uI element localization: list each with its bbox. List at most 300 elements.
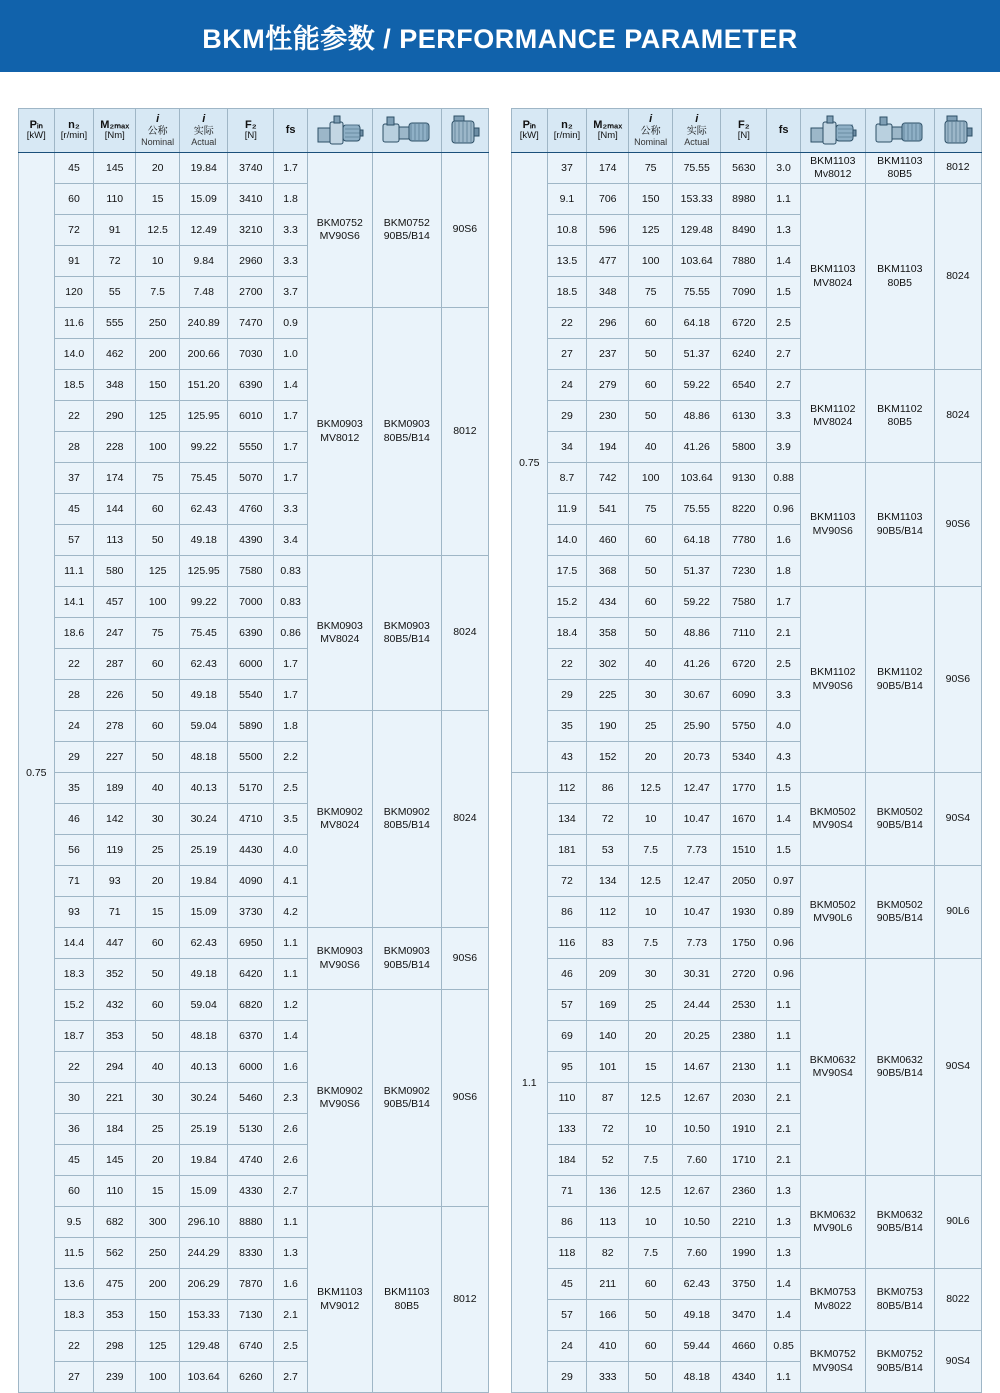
cell-f2: 6390 (228, 618, 274, 649)
cell-m2max: 113 (587, 1207, 629, 1238)
cell-i-actual: 48.18 (180, 742, 228, 773)
cell-fs: 1.5 (767, 773, 800, 804)
cell-n2: 14.0 (547, 525, 587, 556)
cell-gearmotor-model: BKM0502 MV90L6 (800, 866, 865, 959)
cell-m2max: 287 (94, 649, 136, 680)
cell-f2: 7580 (721, 587, 767, 618)
cell-i-nominal: 50 (629, 556, 673, 587)
cell-fs: 2.1 (767, 1114, 800, 1145)
cell-i-actual: 19.84 (180, 153, 228, 184)
cell-f2: 6000 (228, 1052, 274, 1083)
cell-i-nominal: 10 (136, 246, 180, 277)
cell-i-nominal: 20 (629, 742, 673, 773)
cell-m2max: 52 (587, 1145, 629, 1176)
cell-f2: 8330 (228, 1238, 274, 1269)
cell-i-actual: 129.48 (673, 215, 721, 246)
cell-fs: 0.89 (767, 897, 800, 928)
cell-fs: 2.5 (767, 308, 800, 339)
cell-n2: 11.1 (54, 556, 94, 587)
cell-gearmotor-model: BKM0902 MV90S6 (307, 990, 372, 1207)
cell-f2: 2050 (721, 866, 767, 897)
cell-m2max: 221 (94, 1083, 136, 1114)
cell-i-nominal: 12.5 (629, 866, 673, 897)
cell-i-nominal: 30 (629, 959, 673, 990)
cell-i-nominal: 50 (629, 339, 673, 370)
cell-n2: 30 (54, 1083, 94, 1114)
cell-i-actual: 59.44 (673, 1331, 721, 1362)
cell-i-nominal: 150 (136, 370, 180, 401)
cell-m2max: 298 (94, 1331, 136, 1362)
cell-m2max: 706 (587, 184, 629, 215)
cell-fs: 1.4 (767, 246, 800, 277)
cell-motor-frame: 90S6 (441, 928, 488, 990)
cell-f2: 4390 (228, 525, 274, 556)
cell-n2: 45 (547, 1269, 587, 1300)
cell-f2: 7470 (228, 308, 274, 339)
cell-f2: 1770 (721, 773, 767, 804)
cell-m2max: 239 (94, 1362, 136, 1393)
cell-m2max: 145 (94, 153, 136, 184)
cell-fs: 1.1 (767, 1362, 800, 1393)
cell-i-actual: 7.60 (673, 1145, 721, 1176)
cell-fs: 2.7 (274, 1176, 307, 1207)
cell-m2max: 71 (94, 897, 136, 928)
cell-m2max: 477 (587, 246, 629, 277)
left-table-wrapper (18, 108, 489, 1393)
cell-n2: 24 (54, 711, 94, 742)
cell-f2: 8220 (721, 494, 767, 525)
cell-f2: 7880 (721, 246, 767, 277)
cell-n2: 57 (547, 990, 587, 1021)
cell-m2max: 209 (587, 959, 629, 990)
cell-n2: 14.0 (54, 339, 94, 370)
performance-table-right (511, 108, 982, 1393)
cell-i-nominal: 40 (136, 773, 180, 804)
cell-f2: 2130 (721, 1052, 767, 1083)
right-table-wrapper (511, 108, 982, 1393)
cell-fs: 1.6 (767, 525, 800, 556)
cell-i-actual: 19.84 (180, 866, 228, 897)
cell-m2max: 682 (94, 1207, 136, 1238)
cell-f2: 5800 (721, 432, 767, 463)
cell-i-nominal: 20 (629, 1021, 673, 1052)
header-n2: n₂ [r/min] (547, 109, 587, 153)
cell-fs: 3.3 (274, 246, 307, 277)
cell-fs: 3.0 (767, 153, 800, 184)
cell-i-actual: 15.09 (180, 897, 228, 928)
cell-f2: 3470 (721, 1300, 767, 1331)
cell-i-actual: 59.04 (180, 711, 228, 742)
cell-fs: 1.7 (274, 463, 307, 494)
cell-i-nominal: 30 (629, 680, 673, 711)
cell-i-actual: 24.44 (673, 990, 721, 1021)
cell-i-actual: 151.20 (180, 370, 228, 401)
cell-m2max: 247 (94, 618, 136, 649)
cell-i-actual: 75.45 (180, 463, 228, 494)
cell-i-actual: 62.43 (180, 494, 228, 525)
cell-n2: 22 (54, 649, 94, 680)
cell-fs: 1.3 (767, 1207, 800, 1238)
cell-n2: 29 (547, 680, 587, 711)
cell-i-actual: 125.95 (180, 401, 228, 432)
cell-i-nominal: 25 (136, 1114, 180, 1145)
cell-i-nominal: 25 (629, 711, 673, 742)
cell-i-actual: 25.19 (180, 1114, 228, 1145)
cell-n2: 18.5 (547, 277, 587, 308)
cell-n2: 13.6 (54, 1269, 94, 1300)
cell-reducer-model: BKM0752 90B5/B14 (865, 1331, 934, 1393)
header-f2: F₂ [N] (228, 109, 274, 153)
cell-n2: 9.5 (54, 1207, 94, 1238)
cell-i-nominal: 250 (136, 308, 180, 339)
tables-container (18, 108, 982, 1393)
cell-i-nominal: 7.5 (629, 928, 673, 959)
gearmotor-icon (800, 109, 865, 153)
cell-i-nominal: 10 (629, 804, 673, 835)
cell-i-actual: 62.43 (180, 649, 228, 680)
table-row (512, 463, 982, 494)
cell-f2: 2380 (721, 1021, 767, 1052)
cell-m2max: 93 (94, 866, 136, 897)
cell-f2: 2960 (228, 246, 274, 277)
cell-fs: 1.1 (274, 1207, 307, 1238)
cell-n2: 181 (547, 835, 587, 866)
cell-f2: 2700 (228, 277, 274, 308)
cell-m2max: 53 (587, 835, 629, 866)
cell-motor-frame: 8024 (934, 370, 981, 463)
cell-i-actual: 48.86 (673, 401, 721, 432)
cell-gearmotor-model: BKM1103 Mv8012 (800, 153, 865, 184)
cell-f2: 4710 (228, 804, 274, 835)
cell-f2: 6390 (228, 370, 274, 401)
cell-i-nominal: 60 (136, 711, 180, 742)
cell-m2max: 194 (587, 432, 629, 463)
cell-gearmotor-model: BKM0752 MV90S6 (307, 153, 372, 308)
cell-motor-frame: 90S6 (441, 990, 488, 1207)
cell-fs: 1.7 (274, 401, 307, 432)
cell-n2: 46 (54, 804, 94, 835)
cell-i-nominal: 75 (629, 277, 673, 308)
cell-i-actual: 41.26 (673, 649, 721, 680)
cell-i-actual: 75.55 (673, 494, 721, 525)
cell-f2: 1510 (721, 835, 767, 866)
cell-f2: 6130 (721, 401, 767, 432)
header-p-in: Pᵢₙ [kW] (19, 109, 55, 153)
cell-i-nominal: 10 (629, 897, 673, 928)
cell-i-actual: 10.47 (673, 804, 721, 835)
table-row (512, 184, 982, 215)
cell-i-actual: 15.09 (180, 1176, 228, 1207)
cell-i-actual: 103.64 (673, 246, 721, 277)
cell-f2: 4760 (228, 494, 274, 525)
cell-fs: 0.9 (274, 308, 307, 339)
cell-m2max: 462 (94, 339, 136, 370)
table-row (19, 1207, 489, 1238)
cell-fs: 1.1 (767, 990, 800, 1021)
cell-n2: 15.2 (54, 990, 94, 1021)
cell-motor-frame: 90L6 (934, 1176, 981, 1269)
cell-m2max: 358 (587, 618, 629, 649)
cell-f2: 2210 (721, 1207, 767, 1238)
cell-i-nominal: 75 (629, 494, 673, 525)
cell-fs: 1.4 (767, 1269, 800, 1300)
cell-i-actual: 75.55 (673, 277, 721, 308)
cell-gearmotor-model: BKM0632 MV90S4 (800, 959, 865, 1176)
header-m2max: M₂ₘₐₓ [Nm] (94, 109, 136, 153)
cell-f2: 5170 (228, 773, 274, 804)
cell-i-nominal: 60 (629, 525, 673, 556)
cell-reducer-model: BKM1102 90B5/B14 (865, 587, 934, 773)
cell-i-actual: 20.25 (673, 1021, 721, 1052)
cell-m2max: 333 (587, 1362, 629, 1393)
cell-m2max: 348 (587, 277, 629, 308)
cell-n2: 112 (547, 773, 587, 804)
cell-n2: 134 (547, 804, 587, 835)
cell-i-nominal: 60 (136, 494, 180, 525)
cell-reducer-model: BKM0632 90B5/B14 (865, 1176, 934, 1269)
cell-power-input: 0.75 (19, 153, 55, 1393)
cell-i-nominal: 125 (136, 401, 180, 432)
cell-n2: 57 (54, 525, 94, 556)
cell-m2max: 227 (94, 742, 136, 773)
cell-reducer-model: BKM0632 90B5/B14 (865, 959, 934, 1176)
cell-i-nominal: 50 (629, 1362, 673, 1393)
cell-fs: 1.1 (767, 1021, 800, 1052)
cell-motor-frame: 8012 (934, 153, 981, 184)
cell-fs: 2.7 (767, 370, 800, 401)
cell-m2max: 348 (94, 370, 136, 401)
cell-m2max: 460 (587, 525, 629, 556)
cell-i-nominal: 7.5 (629, 1238, 673, 1269)
table-row (512, 866, 982, 897)
cell-i-nominal: 40 (629, 432, 673, 463)
cell-i-nominal: 50 (136, 742, 180, 773)
cell-m2max: 447 (94, 928, 136, 959)
cell-f2: 7870 (228, 1269, 274, 1300)
cell-i-nominal: 60 (136, 928, 180, 959)
cell-i-nominal: 12.5 (629, 773, 673, 804)
cell-n2: 27 (54, 1362, 94, 1393)
cell-m2max: 580 (94, 556, 136, 587)
cell-i-actual: 49.18 (180, 525, 228, 556)
cell-gearmotor-model: BKM0752 MV90S4 (800, 1331, 865, 1393)
cell-reducer-model: BKM0502 90B5/B14 (865, 866, 934, 959)
cell-i-nominal: 7.5 (136, 277, 180, 308)
cell-fs: 0.97 (767, 866, 800, 897)
cell-m2max: 296 (587, 308, 629, 339)
cell-fs: 0.86 (274, 618, 307, 649)
cell-n2: 24 (547, 370, 587, 401)
cell-f2: 3740 (228, 153, 274, 184)
cell-gearmotor-model: BKM1103 MV8024 (800, 184, 865, 370)
cell-n2: 18.3 (54, 1300, 94, 1331)
cell-i-nominal: 60 (629, 1269, 673, 1300)
cell-n2: 91 (54, 246, 94, 277)
cell-fs: 1.4 (767, 804, 800, 835)
cell-m2max: 294 (94, 1052, 136, 1083)
cell-i-actual: 12.47 (673, 773, 721, 804)
cell-i-actual: 14.67 (673, 1052, 721, 1083)
cell-f2: 5630 (721, 153, 767, 184)
cell-i-nominal: 100 (136, 1362, 180, 1393)
cell-f2: 1990 (721, 1238, 767, 1269)
table-row (19, 928, 489, 959)
cell-i-nominal: 30 (136, 1083, 180, 1114)
header-n2: n₂ [r/min] (54, 109, 94, 153)
cell-f2: 6000 (228, 649, 274, 680)
cell-reducer-model: BKM1103 80B5 (865, 184, 934, 370)
cell-fs: 2.5 (274, 773, 307, 804)
header-i-actual: i 实际 Actual (673, 109, 721, 153)
cell-i-nominal: 40 (136, 1052, 180, 1083)
cell-f2: 8880 (228, 1207, 274, 1238)
cell-i-actual: 30.24 (180, 1083, 228, 1114)
cell-fs: 1.7 (274, 680, 307, 711)
cell-m2max: 174 (587, 153, 629, 184)
cell-m2max: 87 (587, 1083, 629, 1114)
cell-fs: 1.5 (767, 277, 800, 308)
cell-n2: 35 (54, 773, 94, 804)
table-row (512, 1176, 982, 1207)
cell-i-actual: 244.29 (180, 1238, 228, 1269)
cell-i-actual: 64.18 (673, 525, 721, 556)
cell-f2: 4090 (228, 866, 274, 897)
cell-m2max: 110 (94, 1176, 136, 1207)
cell-gearmotor-model: BKM0903 MV8012 (307, 308, 372, 556)
cell-i-nominal: 100 (629, 246, 673, 277)
cell-fs: 3.3 (274, 494, 307, 525)
cell-i-actual: 153.33 (180, 1300, 228, 1331)
cell-f2: 5750 (721, 711, 767, 742)
cell-f2: 7030 (228, 339, 274, 370)
cell-fs: 1.4 (274, 370, 307, 401)
cell-gearmotor-model: BKM0753 Mv8022 (800, 1269, 865, 1331)
cell-i-actual: 125.95 (180, 556, 228, 587)
cell-i-actual: 103.64 (673, 463, 721, 494)
cell-fs: 1.8 (274, 184, 307, 215)
table-header-row (512, 109, 982, 153)
table-row (19, 153, 489, 184)
cell-n2: 14.4 (54, 928, 94, 959)
gearmotor-icon (307, 109, 372, 153)
header-fs: fs (274, 109, 307, 153)
cell-f2: 1710 (721, 1145, 767, 1176)
cell-fs: 3.9 (767, 432, 800, 463)
cell-m2max: 166 (587, 1300, 629, 1331)
cell-fs: 2.3 (274, 1083, 307, 1114)
cell-gearmotor-model: BKM1103 MV90S6 (800, 463, 865, 587)
table-row (512, 1269, 982, 1300)
cell-i-actual: 12.67 (673, 1083, 721, 1114)
cell-fs: 1.6 (274, 1052, 307, 1083)
cell-f2: 6820 (228, 990, 274, 1021)
cell-fs: 3.3 (767, 680, 800, 711)
cell-i-nominal: 300 (136, 1207, 180, 1238)
cell-n2: 11.5 (54, 1238, 94, 1269)
cell-m2max: 152 (587, 742, 629, 773)
cell-i-actual: 51.37 (673, 556, 721, 587)
cell-fs: 1.6 (274, 1269, 307, 1300)
cell-n2: 37 (547, 153, 587, 184)
cell-m2max: 279 (587, 370, 629, 401)
cell-i-actual: 7.60 (673, 1238, 721, 1269)
cell-f2: 7000 (228, 587, 274, 618)
cell-gearmotor-model: BKM1103 MV9012 (307, 1207, 372, 1393)
cell-f2: 6370 (228, 1021, 274, 1052)
cell-fs: 3.3 (274, 215, 307, 246)
cell-fs: 0.96 (767, 494, 800, 525)
cell-fs: 0.96 (767, 928, 800, 959)
cell-fs: 4.0 (767, 711, 800, 742)
cell-n2: 57 (547, 1300, 587, 1331)
cell-gearmotor-model: BKM0632 MV90L6 (800, 1176, 865, 1269)
cell-n2: 18.5 (54, 370, 94, 401)
cell-motor-frame: 90L6 (934, 866, 981, 959)
cell-i-actual: 19.84 (180, 1145, 228, 1176)
cell-m2max: 457 (94, 587, 136, 618)
cell-i-nominal: 125 (136, 1331, 180, 1362)
cell-f2: 3410 (228, 184, 274, 215)
cell-n2: 37 (54, 463, 94, 494)
cell-i-nominal: 7.5 (629, 835, 673, 866)
cell-fs: 1.7 (274, 432, 307, 463)
cell-i-actual: 59.04 (180, 990, 228, 1021)
right-table-body (512, 153, 982, 1393)
cell-i-actual: 25.90 (673, 711, 721, 742)
cell-n2: 45 (54, 494, 94, 525)
cell-reducer-model: BKM0903 80B5/B14 (372, 308, 441, 556)
cell-f2: 5890 (228, 711, 274, 742)
cell-n2: 22 (547, 308, 587, 339)
cell-n2: 86 (547, 1207, 587, 1238)
cell-i-actual: 20.73 (673, 742, 721, 773)
cell-i-nominal: 200 (136, 1269, 180, 1300)
cell-i-actual: 12.49 (180, 215, 228, 246)
cell-n2: 11.6 (54, 308, 94, 339)
cell-i-actual: 48.18 (180, 1021, 228, 1052)
cell-n2: 43 (547, 742, 587, 773)
table-row (512, 587, 982, 618)
cell-i-actual: 240.89 (180, 308, 228, 339)
cell-gearmotor-model: BKM1102 MV90S6 (800, 587, 865, 773)
cell-m2max: 410 (587, 1331, 629, 1362)
cell-i-actual: 49.18 (180, 680, 228, 711)
cell-n2: 95 (547, 1052, 587, 1083)
cell-f2: 5340 (721, 742, 767, 773)
cell-reducer-model: BKM1103 80B5 (865, 153, 934, 184)
cell-fs: 2.7 (767, 339, 800, 370)
cell-i-actual: 41.26 (673, 432, 721, 463)
cell-i-nominal: 25 (629, 990, 673, 1021)
cell-fs: 2.1 (767, 1083, 800, 1114)
cell-m2max: 432 (94, 990, 136, 1021)
cell-n2: 110 (547, 1083, 587, 1114)
cell-m2max: 86 (587, 773, 629, 804)
cell-fs: 1.1 (767, 184, 800, 215)
cell-m2max: 101 (587, 1052, 629, 1083)
cell-n2: 13.5 (547, 246, 587, 277)
cell-m2max: 237 (587, 339, 629, 370)
cell-m2max: 145 (94, 1145, 136, 1176)
cell-i-actual: 153.33 (673, 184, 721, 215)
header-i-actual: i 实际 Actual (180, 109, 228, 153)
cell-m2max: 368 (587, 556, 629, 587)
cell-f2: 6010 (228, 401, 274, 432)
cell-fs: 1.7 (767, 587, 800, 618)
cell-i-actual: 206.29 (180, 1269, 228, 1300)
cell-f2: 7780 (721, 525, 767, 556)
cell-m2max: 278 (94, 711, 136, 742)
